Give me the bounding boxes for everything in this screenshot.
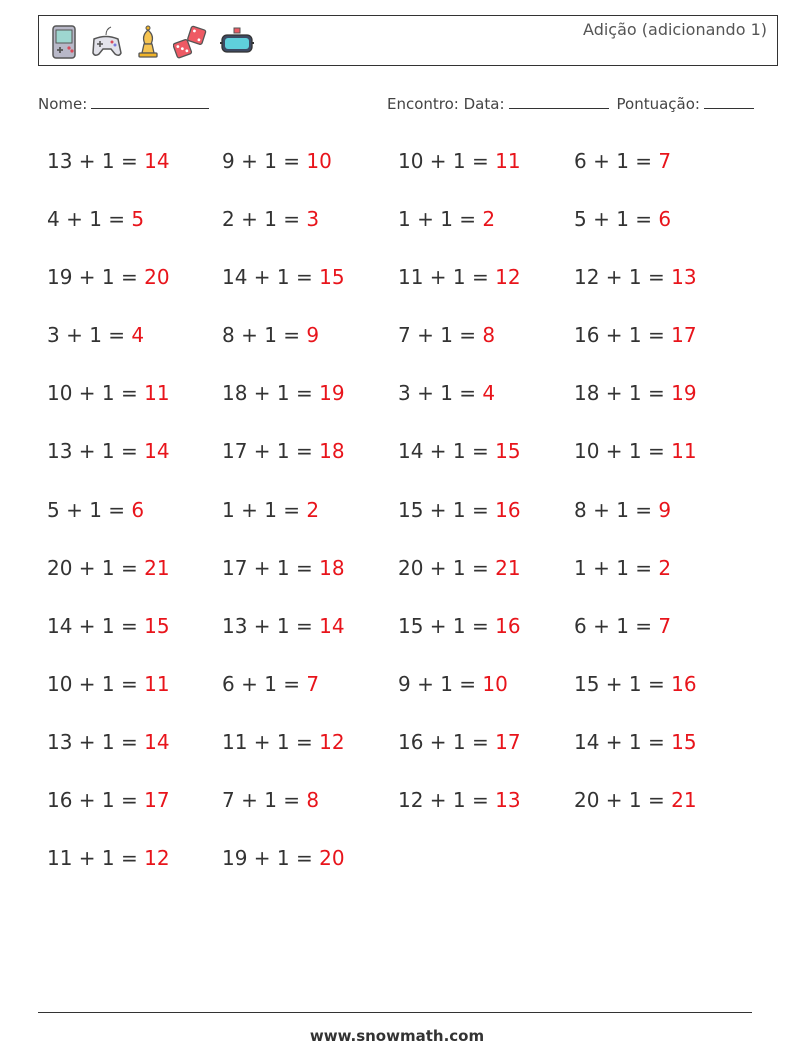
problem-question: 2 + 1 = bbox=[222, 207, 307, 232]
problem-answer: 17 bbox=[671, 323, 697, 348]
problem-question: 13 + 1 = bbox=[47, 149, 145, 173]
problem-item bbox=[398, 143, 574, 201]
problem-item bbox=[398, 608, 574, 666]
problem-question: 13 + 1 = bbox=[222, 613, 320, 638]
problem-item bbox=[574, 259, 750, 317]
problem-question: 17 + 1 = bbox=[222, 555, 320, 580]
problem-answer: 15 bbox=[495, 439, 521, 464]
name-field bbox=[38, 94, 209, 113]
problem-item bbox=[222, 375, 398, 433]
problem-question: 14 + 1 = bbox=[222, 265, 320, 290]
problem-answer: 4 bbox=[131, 323, 145, 348]
problem-item bbox=[574, 782, 750, 840]
problem-question: 14 + 1 = bbox=[398, 439, 496, 464]
name-blank[interactable] bbox=[91, 94, 209, 109]
problem-item bbox=[222, 550, 398, 608]
problem-answer: 16 bbox=[495, 613, 521, 638]
problem-question: 17 + 1 = bbox=[222, 439, 320, 464]
problem-question: 6 + 1 = bbox=[574, 149, 659, 173]
problem-question: 10 + 1 = bbox=[574, 439, 672, 464]
problem-answer: 21 bbox=[144, 555, 170, 580]
problem-question: 6 + 1 = bbox=[574, 613, 659, 638]
problem-question: 5 + 1 = bbox=[47, 497, 132, 522]
problem-item bbox=[398, 550, 574, 608]
problem-answer: 9 bbox=[306, 323, 320, 348]
problem-question: 20 + 1 = bbox=[47, 555, 145, 580]
problem-question: 19 + 1 = bbox=[222, 846, 320, 871]
problem-item bbox=[574, 433, 750, 491]
problem-question: 15 + 1 = bbox=[574, 671, 672, 696]
problem-answer: 14 bbox=[144, 439, 170, 464]
date-score-field bbox=[387, 94, 754, 113]
problem-question: 20 + 1 = bbox=[574, 788, 672, 813]
problem-grid bbox=[47, 143, 757, 898]
problem-answer: 6 bbox=[658, 207, 672, 232]
problem-question: 11 + 1 = bbox=[47, 846, 145, 871]
problem-answer: 2 bbox=[482, 207, 496, 232]
problem-question: 20 + 1 = bbox=[398, 555, 496, 580]
problem-item bbox=[398, 492, 574, 550]
problem-question: 10 + 1 = bbox=[47, 381, 145, 406]
problem-answer: 14 bbox=[144, 729, 170, 754]
score-label: Pontuação: bbox=[616, 95, 700, 113]
problem-item bbox=[398, 782, 574, 840]
problem-answer: 7 bbox=[658, 613, 672, 638]
problem-answer: 6 bbox=[131, 497, 145, 522]
problem-item bbox=[398, 375, 574, 433]
problem-answer: 14 bbox=[144, 149, 170, 173]
problem-item bbox=[222, 666, 398, 724]
problem-answer: 20 bbox=[144, 265, 170, 290]
problem-item bbox=[47, 375, 222, 433]
problem-answer: 20 bbox=[319, 846, 345, 871]
problem-item bbox=[222, 317, 398, 375]
problem-answer: 17 bbox=[495, 729, 521, 754]
problem-answer: 11 bbox=[144, 381, 170, 406]
problem-item bbox=[574, 143, 750, 201]
problem-item bbox=[47, 201, 222, 259]
name-label: Nome: bbox=[38, 95, 88, 113]
problem-question: 3 + 1 = bbox=[47, 323, 132, 348]
problem-answer: 12 bbox=[144, 846, 170, 871]
problem-item bbox=[47, 492, 222, 550]
problem-question: 8 + 1 = bbox=[222, 323, 307, 348]
problem-answer: 4 bbox=[482, 381, 496, 406]
problem-answer: 18 bbox=[319, 439, 345, 464]
problem-question: 12 + 1 = bbox=[398, 788, 496, 813]
problem-answer: 13 bbox=[671, 265, 697, 290]
problem-question: 18 + 1 = bbox=[574, 381, 672, 406]
problem-question: 8 + 1 = bbox=[574, 497, 659, 522]
problem-question: 3 + 1 = bbox=[398, 381, 483, 406]
problem-answer: 17 bbox=[144, 788, 170, 813]
problem-item bbox=[222, 143, 398, 201]
problem-item bbox=[574, 666, 750, 724]
problem-item bbox=[47, 259, 222, 317]
problem-item bbox=[47, 608, 222, 666]
problem-question: 4 + 1 = bbox=[47, 207, 132, 232]
problem-item bbox=[47, 317, 222, 375]
problem-answer: 16 bbox=[671, 671, 697, 696]
problem-question: 6 + 1 = bbox=[222, 671, 307, 696]
problem-answer: 15 bbox=[671, 729, 697, 754]
problem-question: 1 + 1 = bbox=[574, 555, 659, 580]
problem-question: 12 + 1 = bbox=[574, 265, 672, 290]
problem-question: 5 + 1 = bbox=[574, 207, 659, 232]
problem-answer: 7 bbox=[658, 149, 672, 173]
problem-answer: 11 bbox=[495, 149, 521, 173]
problem-answer: 19 bbox=[671, 381, 697, 406]
problem-item bbox=[222, 259, 398, 317]
problem-item bbox=[47, 724, 222, 782]
problem-item bbox=[398, 317, 574, 375]
problem-item bbox=[222, 840, 398, 898]
problem-question: 9 + 1 = bbox=[398, 671, 483, 696]
problem-question: 16 + 1 = bbox=[47, 788, 145, 813]
problem-item bbox=[398, 433, 574, 491]
problem-answer: 21 bbox=[495, 555, 521, 580]
problem-question: 7 + 1 = bbox=[398, 323, 483, 348]
problem-answer: 8 bbox=[306, 788, 320, 813]
problem-question: 15 + 1 = bbox=[398, 497, 496, 522]
problem-answer: 15 bbox=[144, 613, 170, 638]
header-box bbox=[38, 15, 778, 66]
problem-answer: 13 bbox=[495, 788, 521, 813]
date-label: Encontro: Data: bbox=[387, 95, 505, 113]
problem-question: 18 + 1 = bbox=[222, 381, 320, 406]
problem-item bbox=[574, 550, 750, 608]
problem-item bbox=[574, 724, 750, 782]
problem-item bbox=[574, 201, 750, 259]
problem-question: 15 + 1 = bbox=[398, 613, 496, 638]
problem-item bbox=[222, 201, 398, 259]
problem-item bbox=[574, 317, 750, 375]
problem-item bbox=[398, 724, 574, 782]
date-blank[interactable] bbox=[509, 94, 609, 109]
problem-answer: 2 bbox=[306, 497, 320, 522]
chess-bishop-icon bbox=[131, 23, 165, 61]
footer-divider bbox=[38, 1012, 752, 1013]
problem-item bbox=[574, 608, 750, 666]
problem-question: 13 + 1 = bbox=[47, 439, 145, 464]
problem-question: 10 + 1 = bbox=[398, 149, 496, 173]
problem-answer: 9 bbox=[658, 497, 672, 522]
problem-item bbox=[222, 608, 398, 666]
problem-question: 7 + 1 = bbox=[222, 788, 307, 813]
problem-answer: 8 bbox=[482, 323, 496, 348]
problem-question: 11 + 1 = bbox=[398, 265, 496, 290]
problem-item bbox=[47, 143, 222, 201]
problem-answer: 19 bbox=[319, 381, 345, 406]
problem-answer: 11 bbox=[671, 439, 697, 464]
problem-question: 9 + 1 = bbox=[222, 149, 307, 173]
problem-item bbox=[47, 666, 222, 724]
problem-question: 11 + 1 = bbox=[222, 729, 320, 754]
problem-answer: 18 bbox=[319, 555, 345, 580]
problem-question: 1 + 1 = bbox=[222, 497, 307, 522]
dice-icon bbox=[173, 23, 207, 61]
problem-answer: 5 bbox=[131, 207, 145, 232]
problem-item bbox=[222, 492, 398, 550]
problem-question: 19 + 1 = bbox=[47, 265, 145, 290]
vr-headset-icon bbox=[215, 23, 259, 61]
problem-item bbox=[222, 724, 398, 782]
problem-answer: 10 bbox=[306, 149, 332, 173]
problem-item bbox=[398, 666, 574, 724]
problem-item bbox=[47, 433, 222, 491]
problem-item bbox=[398, 259, 574, 317]
problem-question: 14 + 1 = bbox=[574, 729, 672, 754]
problem-answer: 3 bbox=[306, 207, 320, 232]
problem-item bbox=[222, 433, 398, 491]
problem-question: 16 + 1 = bbox=[398, 729, 496, 754]
gamepad-icon bbox=[89, 23, 123, 61]
handheld-console-icon bbox=[47, 23, 81, 61]
problem-question: 10 + 1 = bbox=[47, 671, 145, 696]
problem-question: 13 + 1 = bbox=[47, 729, 145, 754]
problem-answer: 11 bbox=[144, 671, 170, 696]
problem-answer: 12 bbox=[319, 729, 345, 754]
problem-item bbox=[574, 375, 750, 433]
problem-answer: 21 bbox=[671, 788, 697, 813]
problem-item bbox=[398, 201, 574, 259]
worksheet-title: Adição (adicionando 1) bbox=[583, 20, 767, 39]
problem-answer: 16 bbox=[495, 497, 521, 522]
footer-url: www.snowmath.com bbox=[309, 1027, 485, 1045]
problem-answer: 7 bbox=[306, 671, 320, 696]
problem-answer: 10 bbox=[482, 671, 508, 696]
problem-question: 14 + 1 = bbox=[47, 613, 145, 638]
problem-item bbox=[47, 840, 222, 898]
problem-item bbox=[47, 550, 222, 608]
problem-answer: 14 bbox=[319, 613, 345, 638]
problem-item bbox=[222, 782, 398, 840]
problem-answer: 2 bbox=[658, 555, 672, 580]
problem-item bbox=[574, 492, 750, 550]
problem-question: 16 + 1 = bbox=[574, 323, 672, 348]
problem-answer: 12 bbox=[495, 265, 521, 290]
problem-item bbox=[47, 782, 222, 840]
problem-question: 1 + 1 = bbox=[398, 207, 483, 232]
problem-answer: 15 bbox=[319, 265, 345, 290]
icon-strip bbox=[47, 22, 259, 62]
score-blank[interactable] bbox=[704, 94, 754, 109]
